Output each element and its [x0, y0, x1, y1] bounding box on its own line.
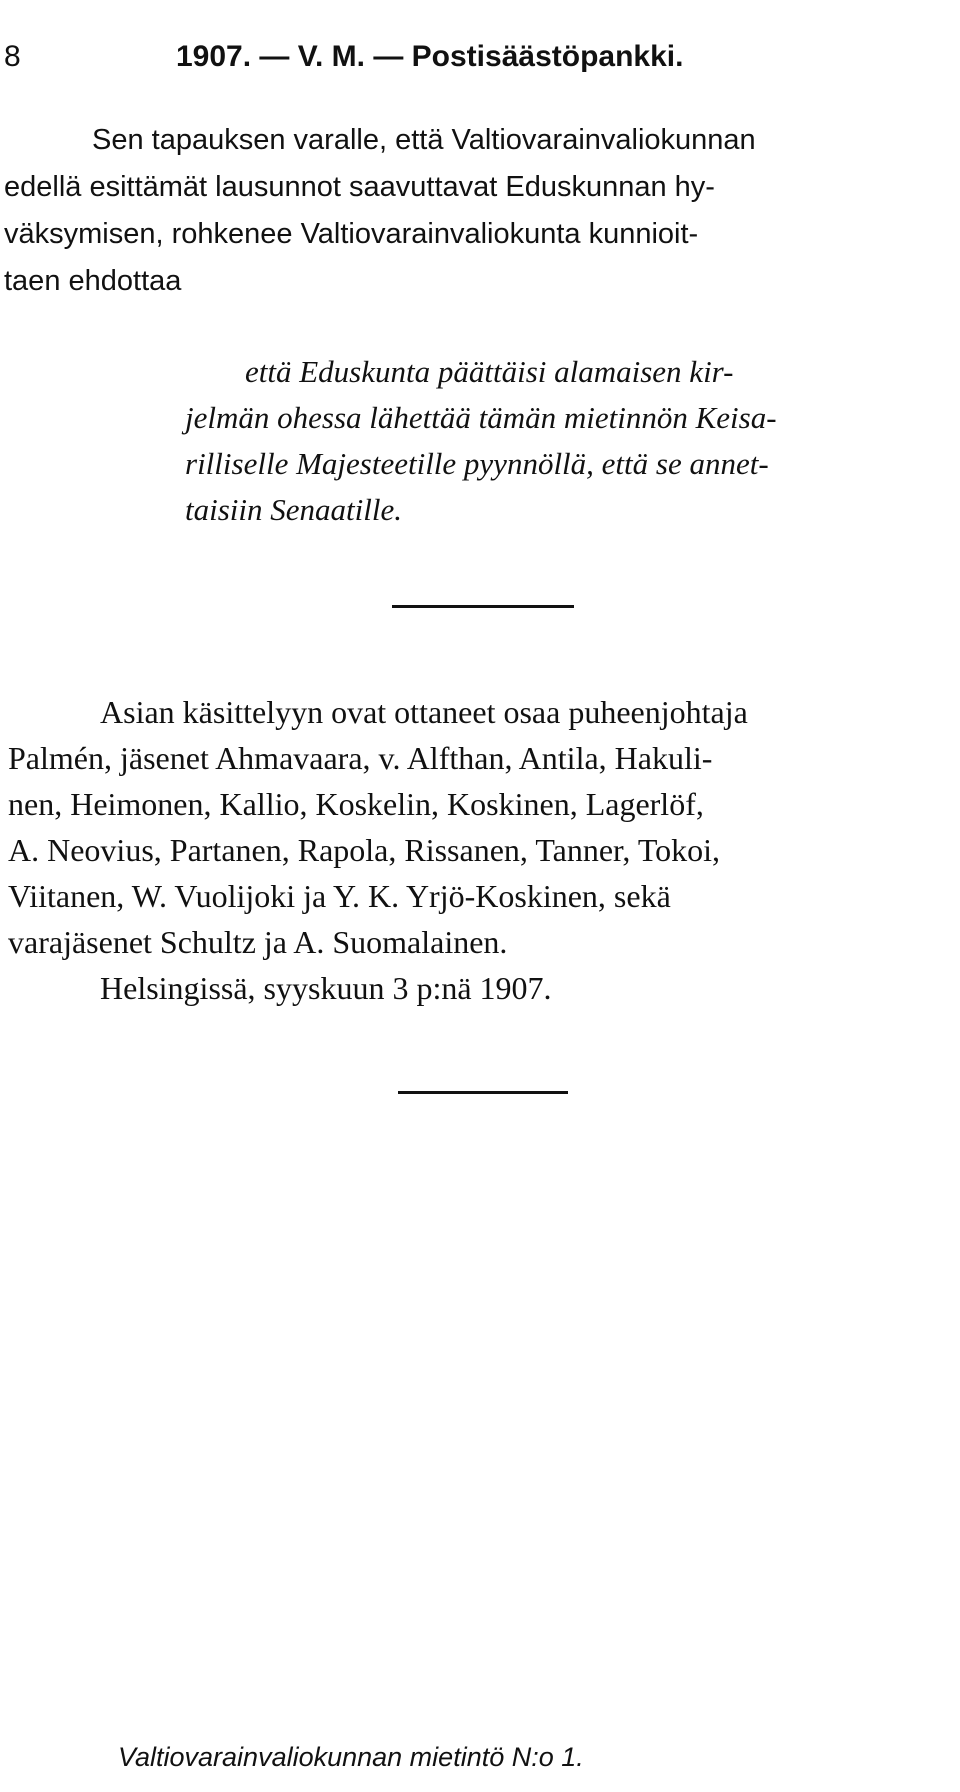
- page-number: 8: [4, 40, 21, 73]
- page-header: [0, 40, 960, 84]
- paragraph1-line: taen ehdottaa: [4, 265, 182, 297]
- paragraph2-line: varajäsenet Schultz ja A. Suomalainen.: [8, 924, 508, 960]
- paragraph2-line: Palmén, jäsenet Ahmavaara, v. Alfthan, Antila, Hakuli-: [8, 740, 713, 776]
- proposal-line: että Eduskunta päättäisi alamaisen kir-: [245, 354, 734, 389]
- section-divider: [392, 605, 574, 608]
- paragraph2-line: A. Neovius, Partanen, Rapola, Rissanen, Tanner, Tokoi,: [8, 832, 721, 868]
- paragraph1-line: väksymisen, rohkenee Valtiovarainvaliokunta kunnioit-: [4, 218, 699, 250]
- proposal-line: jelmän ohessa lähettää tämän mietinnön Keisa-: [185, 400, 777, 435]
- page-footer: Valtiovarainvaliokunnan mietintö N:o 1.: [118, 1742, 584, 1772]
- signature-line: Helsingissä, syyskuun 3 p:nä 1907.: [100, 970, 552, 1006]
- running-head: 1907. — V. M. — Postisäästöpankki.: [176, 40, 684, 73]
- paragraph2-line: Viitanen, W. Vuolijoki ja Y. K. Yrjö-Koskinen, sekä: [8, 878, 671, 914]
- paragraph2-line: Asian käsittelyyn ovat ottaneet osaa puheenjohtaja: [100, 694, 748, 730]
- proposal-line: rilliselle Majesteetille pyynnöllä, että se annet-: [185, 446, 769, 481]
- paragraph2-line: nen, Heimonen, Kallio, Koskelin, Koskinen, Lagerlöf,: [8, 786, 704, 822]
- paragraph1-line: edellä esittämät lausunnot saavuttavat Eduskunnan hy-: [4, 171, 715, 203]
- proposal-line: taisiin Senaatille.: [185, 492, 402, 527]
- section-divider: [398, 1091, 568, 1094]
- paragraph1-line: Sen tapauksen varalle, että Valtiovarainvaliokunnan: [92, 124, 756, 156]
